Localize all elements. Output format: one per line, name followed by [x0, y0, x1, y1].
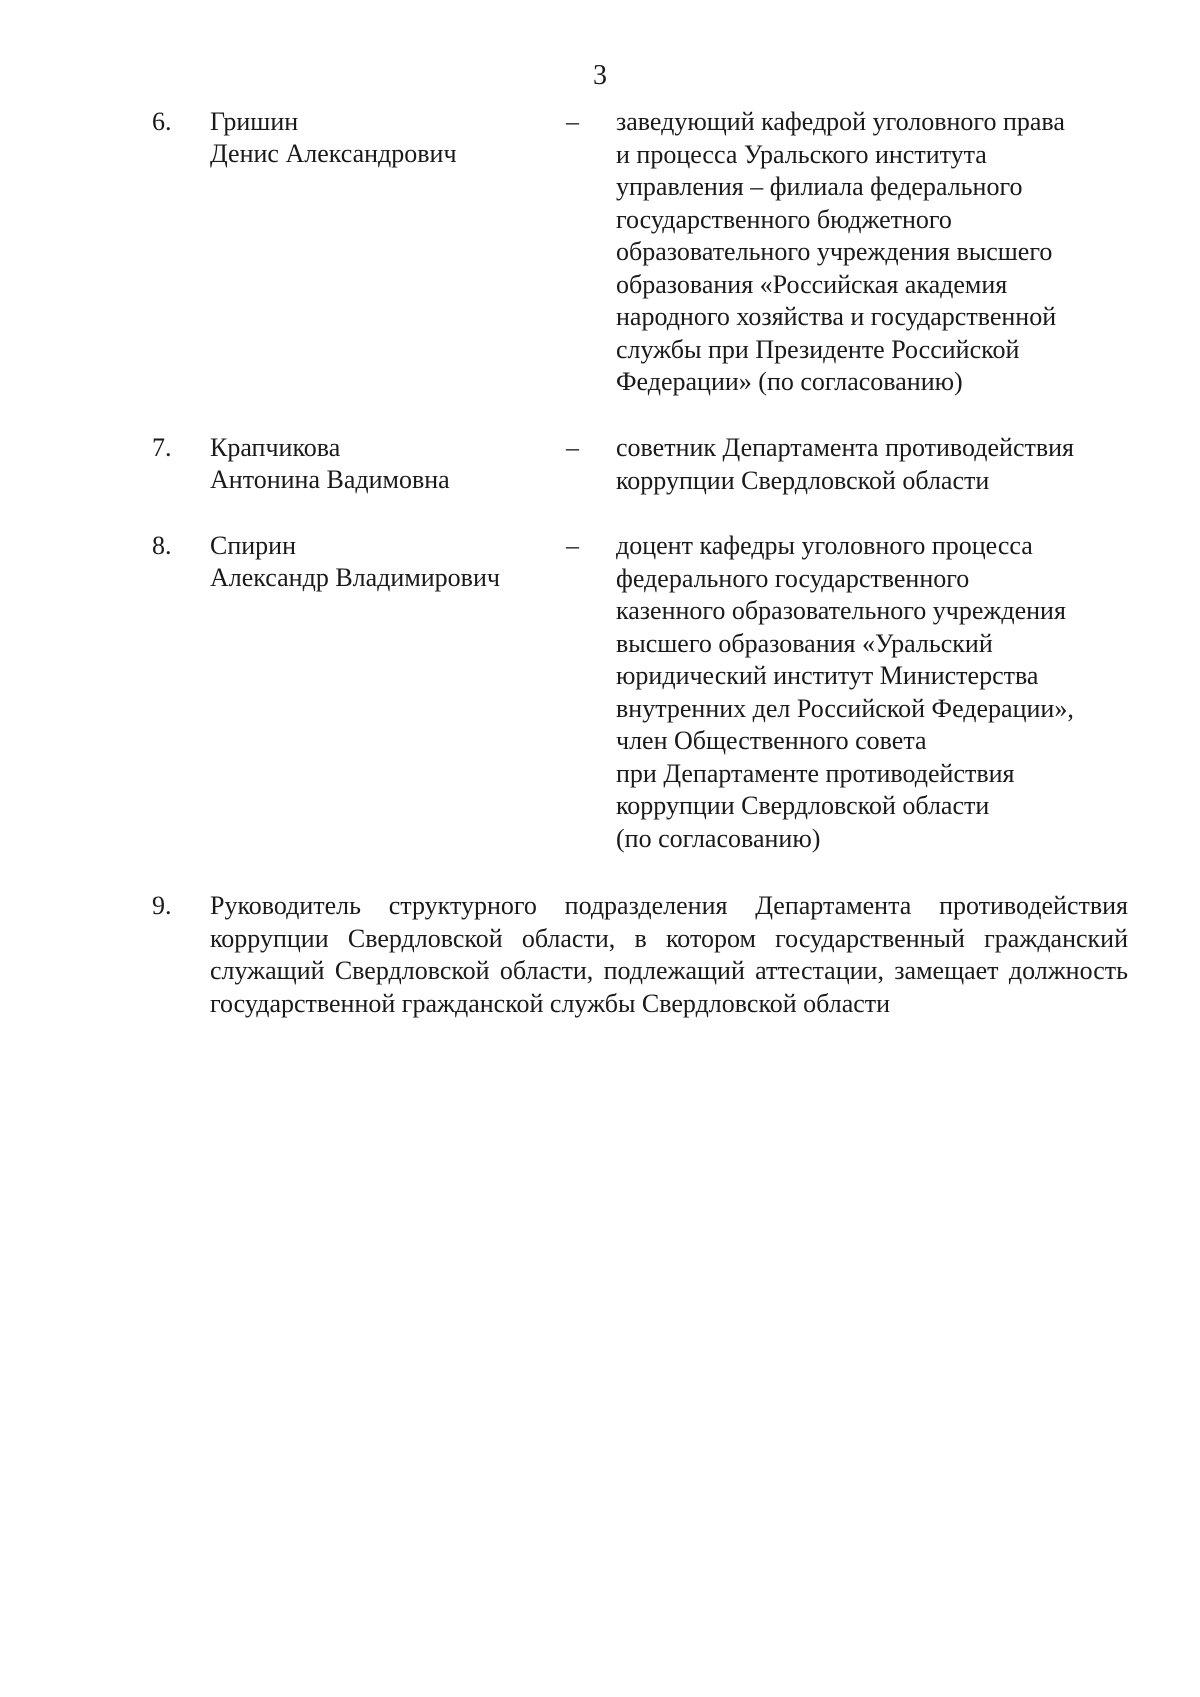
position-line: (по согласованию)	[616, 823, 821, 853]
position-line: федерального государственного	[616, 563, 970, 593]
item-number: 6.	[152, 107, 172, 136]
position-line: образования «Российская академия	[616, 269, 1008, 299]
member-name	[210, 106, 457, 170]
position-line: Федерации» (по согласованию)	[616, 367, 963, 396]
member-name	[210, 432, 450, 496]
given-names: Денис Александрович	[210, 139, 457, 168]
position-line: доцент кафедры уголовного процесса	[616, 531, 1033, 560]
item-number: 7.	[152, 433, 172, 462]
position-line: советник Департамента противодействия	[616, 433, 1075, 462]
dash-separator: –	[566, 531, 579, 560]
position-line: службы при Президенте Российской	[616, 334, 1020, 364]
position-line: государственного бюджетного	[616, 204, 952, 234]
surname: Гришин	[210, 107, 299, 136]
given-names: Александр Владимирович	[210, 563, 500, 592]
dash-separator: –	[566, 107, 579, 136]
position-line: образовательного учреждения высшего	[616, 237, 1053, 266]
position-line: заведующий кафедрой уголовного права	[616, 107, 1065, 136]
given-names: Антонина Вадимовна	[210, 465, 450, 494]
position-line: внутренних дел Российской Федерации»,	[616, 693, 1074, 723]
item-number: 9.	[152, 891, 172, 920]
surname: Крапчикова	[210, 433, 341, 462]
dash-separator: –	[566, 433, 579, 462]
page-number: 3	[593, 60, 607, 91]
position-line: и процесса Уральского института	[616, 139, 987, 169]
position-line: казенного образовательного учреждения	[616, 596, 1066, 625]
position-line: член Общественного совета	[616, 726, 927, 755]
position-line: коррупции Свердловской области	[616, 791, 990, 820]
member-position	[616, 106, 1136, 399]
position-line: коррупции Свердловской области	[616, 465, 990, 495]
member-position	[616, 432, 1136, 497]
position-line: юридический институт Министерства	[616, 661, 1039, 690]
member-name	[210, 530, 500, 594]
member-position	[616, 530, 1136, 855]
position-line: при Департаменте противодействия	[616, 758, 1015, 788]
item-9-paragraph: Руководитель структурного подразделения Департамента противодействия коррупции Свердловской области, в котором государственный гражданский служащий Свердловской области, подлежащий аттестации, замещает должность государственной гражданской службы Свердловской области	[210, 891, 1128, 1018]
item-number: 8.	[152, 531, 172, 560]
position-line: народного хозяйства и государственной	[616, 302, 1057, 331]
surname: Спирин	[210, 531, 296, 560]
position-line: высшего образования «Уральский	[616, 628, 993, 658]
position-line: управления – филиала федерального	[616, 172, 1023, 201]
